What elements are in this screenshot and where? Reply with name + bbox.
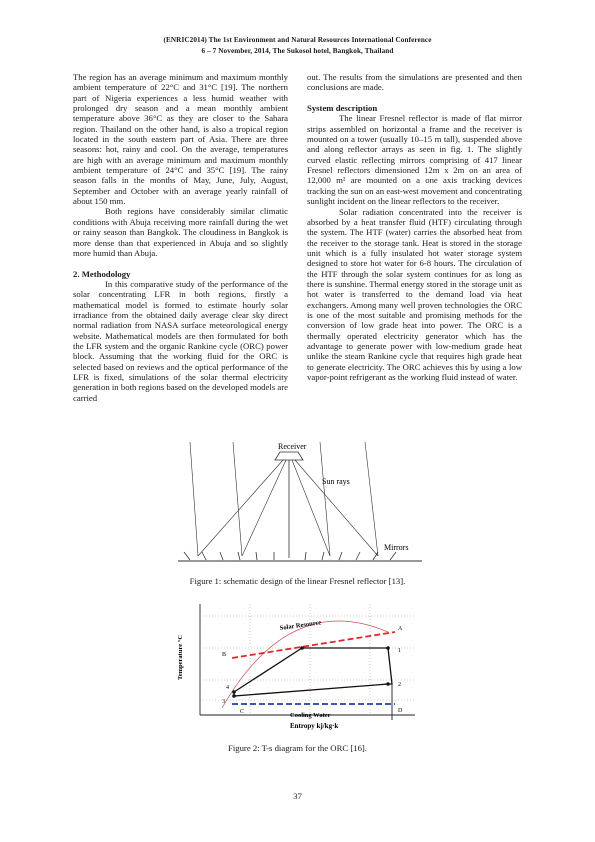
paragraph: The region has an average minimum and maximum monthly ambient temperature of 22°C and 31°C [19]. The northern part of Nigeria experiences a less humid weather with prolonged dry season and a mean monthly ambient temperature above 36°C as they are closer to the Sahara region. Thailand on the other hand, is also a tropical region located in the south eastern part of Asia. There are three seasons: hot, rainy and cool. On the average, temperatures are high with an average minimum and maximum monthly ambient temperature of 24°C and 35°C [19]. The rainy season falls in the months of May, June, July, August, September and October with an average yearly rainfall of about 150 mm. — [73, 72, 288, 207]
conference-header-line2: 6 – 7 November, 2014, The Sukosol hotel, Bangkok, Thailand — [201, 47, 394, 55]
solar-resource-label: Solar Resource — [279, 619, 322, 632]
sun-ray — [190, 442, 198, 556]
conference-header-line1: (ENRIC2014) The 1st Environment and Natural Resources International Conference — [163, 36, 432, 44]
section-title: System description — [307, 103, 378, 114]
point-label-c: C — [240, 709, 245, 715]
left-column — [73, 72, 288, 403]
y-axis-label: Temperature °C — [177, 634, 184, 680]
sun-ray — [365, 442, 378, 556]
reflected-ray — [292, 460, 330, 556]
orc-cycle — [234, 648, 392, 696]
point-label-4: 4 — [226, 685, 229, 691]
paragraph: The linear Fresnel reflector is made of flat mirror strips assembled on horizontal a frame and the receiver is mounted on a tower (usually 10–15 m tall), suspended above and along reflector arrays as seen in fig. 1. The slightly curved elastic reflecting mirrors comprising of 417 linear Fresnel reflectors dimensioned 12m x 2m on an area of 12,000 m² are mounted on a one axis tracking devices tracking the sun on an east-west movement and concentrating sunlight incident on the linear reflectors to the receiver. — [307, 113, 522, 207]
point-label-3: 3 — [222, 699, 225, 705]
point-label-d: D — [398, 708, 403, 714]
x-axis-label: Entropy kj/kg·k — [290, 722, 339, 730]
point-label-a: A — [398, 626, 403, 632]
page-number: 37 — [293, 791, 302, 801]
receiver-shape — [275, 452, 303, 460]
figure-2-caption: Figure 2: T-s diagram for the ORC [16]. — [228, 743, 367, 753]
reflected-ray — [242, 460, 286, 556]
sun-rays-label: Sun rays — [322, 477, 350, 486]
right-column — [307, 72, 522, 382]
point-label-2: 2 — [398, 682, 401, 688]
receiver-label: Receiver — [278, 442, 307, 451]
figure-1-caption: Figure 1: schematic design of the linear Fresnel reflector [13]. — [189, 576, 406, 586]
figure-2-diagram — [170, 600, 420, 735]
figure-1-diagram — [170, 440, 430, 570]
section-title: 2. Methodology — [73, 268, 131, 279]
mirror-array — [184, 552, 396, 560]
sun-ray — [233, 442, 242, 556]
reflected-ray — [198, 460, 283, 556]
paragraph: Solar radiation concentrated into the receiver is absorbed by a heat transfer fluid (HTF) circulating through the system. The HTF (water) carries the absorbed heat from the receiver to the storage tank. Heat is stored in the storage unit which is a fully insulated hot water storage system designed to store hot water for 6-8 hours. The circulation of the HTF through the solar system continues for as long as there is sunshine. Thermal energy stored in the storage unit as hot water is transferred to the demand load via heat exchangers. Among many well proven technologies the ORC is one of the most suitable and promising methods for the conversion of low grade heat into power. The ORC is a thermally operated electricity generator which has the advantage to generate power with low-medium grade heat unlike the steam Rankine cycle that requires high grade heat to generate electricity. The ORC achieves this by using a low vapor-point refrigerant as the working fluid instead of water. — [307, 206, 522, 383]
mirrors-label: Mirrors — [384, 543, 409, 552]
point-label-1: 1 — [398, 648, 401, 654]
paragraph: Both regions have considerably similar climatic conditions with Abuja receiving more rainfall during the wet or rainy season than Bangkok. The cloudiness in Bangkok is more dense than that experienced in Abuja and so slightly more humid than Abuja. — [73, 206, 288, 258]
cooling-water-label: Cooling Water — [290, 712, 331, 719]
solar-resource-line — [232, 632, 395, 658]
paragraph: In this comparative study of the performance of the solar concentrating LFR in both regions, firstly a mathematical model is formed to estimate hourly solar irradiance from the obtained daily average clear sky direct normal radiation from NASA surface meteorological energy website. Mathematical models are then formulated for both the LFR system and the organic Rankine cycle (ORC) power block. Assuming that the working fluid for the ORC is selected based on reviews and the optical performance of the LFR is fixed, simulations of the solar thermal electricity generation in both regions based on the developed models are carried — [73, 278, 288, 403]
point-label-b: B — [222, 652, 227, 658]
reflected-ray — [295, 460, 378, 556]
paragraph: out. The results from the simulations are presented and then conclusions are made. — [307, 72, 522, 93]
